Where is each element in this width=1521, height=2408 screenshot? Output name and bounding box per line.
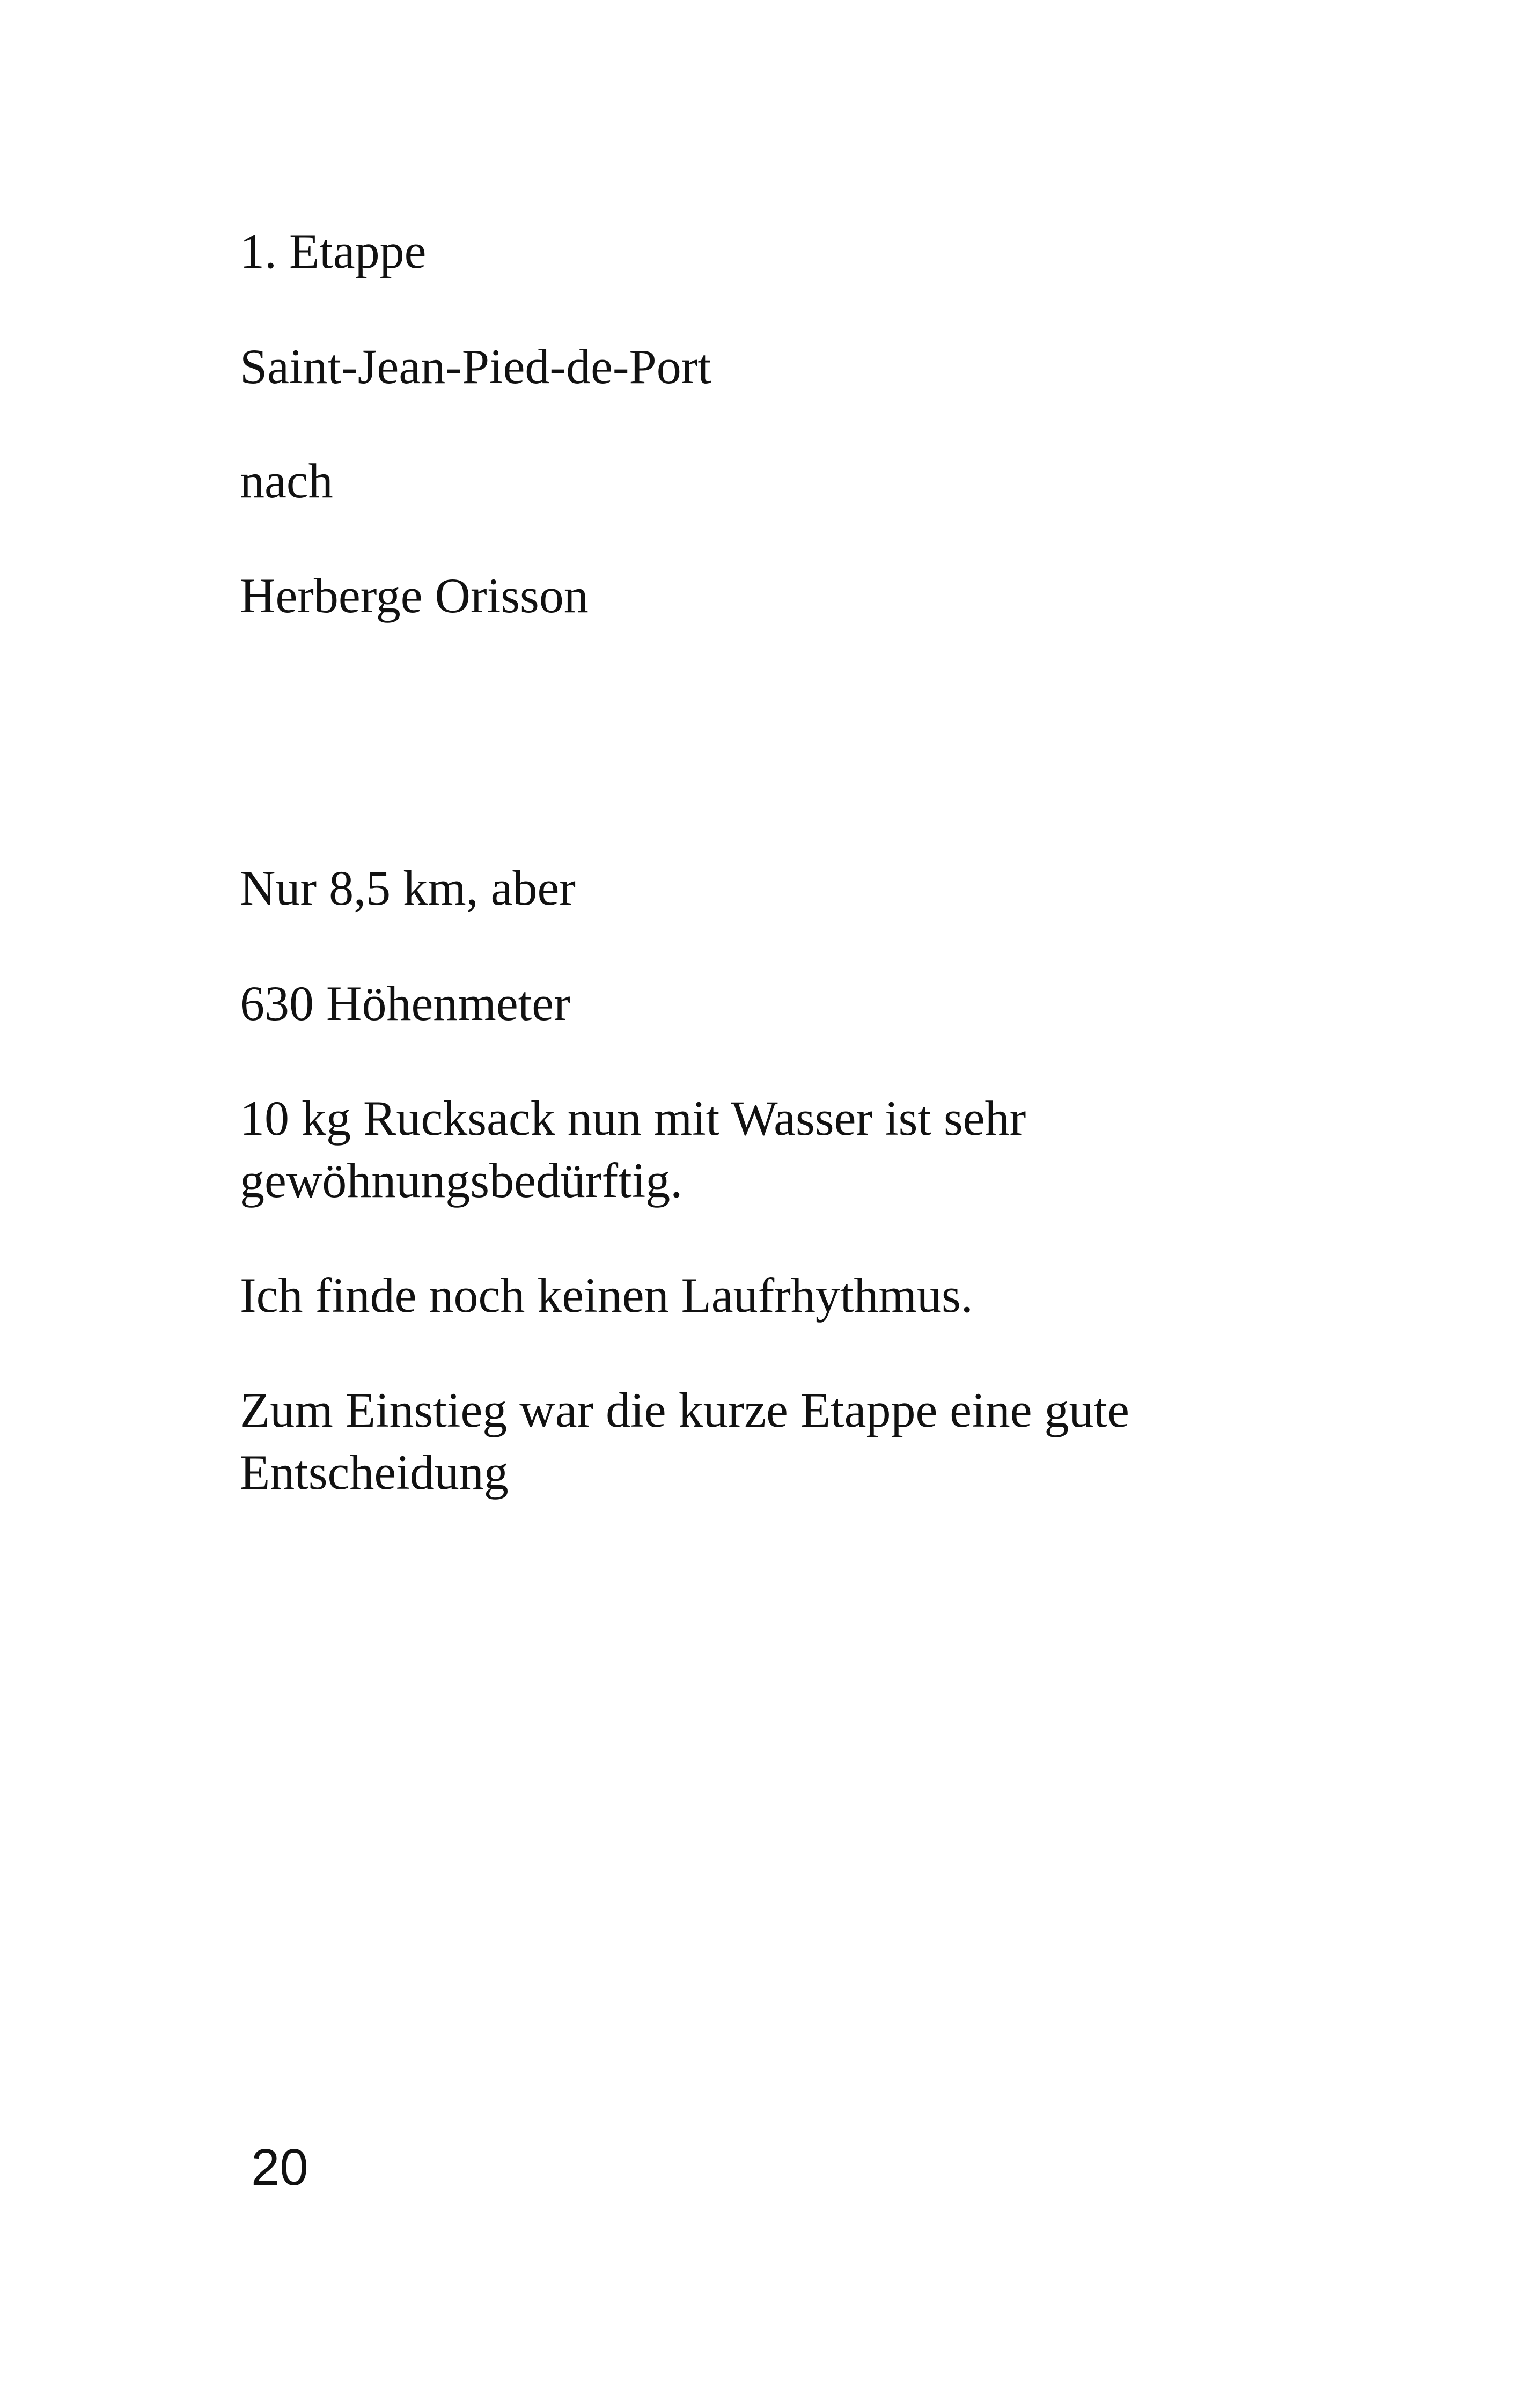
paragraph-elevation: 630 Höhenmeter — [240, 976, 570, 1031]
paragraph-decision: Zum Einstieg war die kurze Etappe eine gute Entscheidung — [240, 1383, 1129, 1500]
page-number: 20 — [251, 2139, 308, 2196]
paragraph-backpack: 10 kg Rucksack nun mit Wasser ist sehr gewöhnungsbedürftig. — [240, 1091, 1026, 1208]
stage-connector: nach — [240, 453, 333, 508]
stage-destination: Herberge Orisson — [240, 568, 589, 623]
paragraph-rhythm: Ich finde noch keinen Laufrhythmus. — [240, 1268, 973, 1323]
paragraph-distance: Nur 8,5 km, aber — [240, 861, 576, 915]
stage-heading: 1. Etappe — [240, 224, 427, 278]
stage-origin: Saint-Jean-Pied-de-Port — [240, 339, 711, 394]
